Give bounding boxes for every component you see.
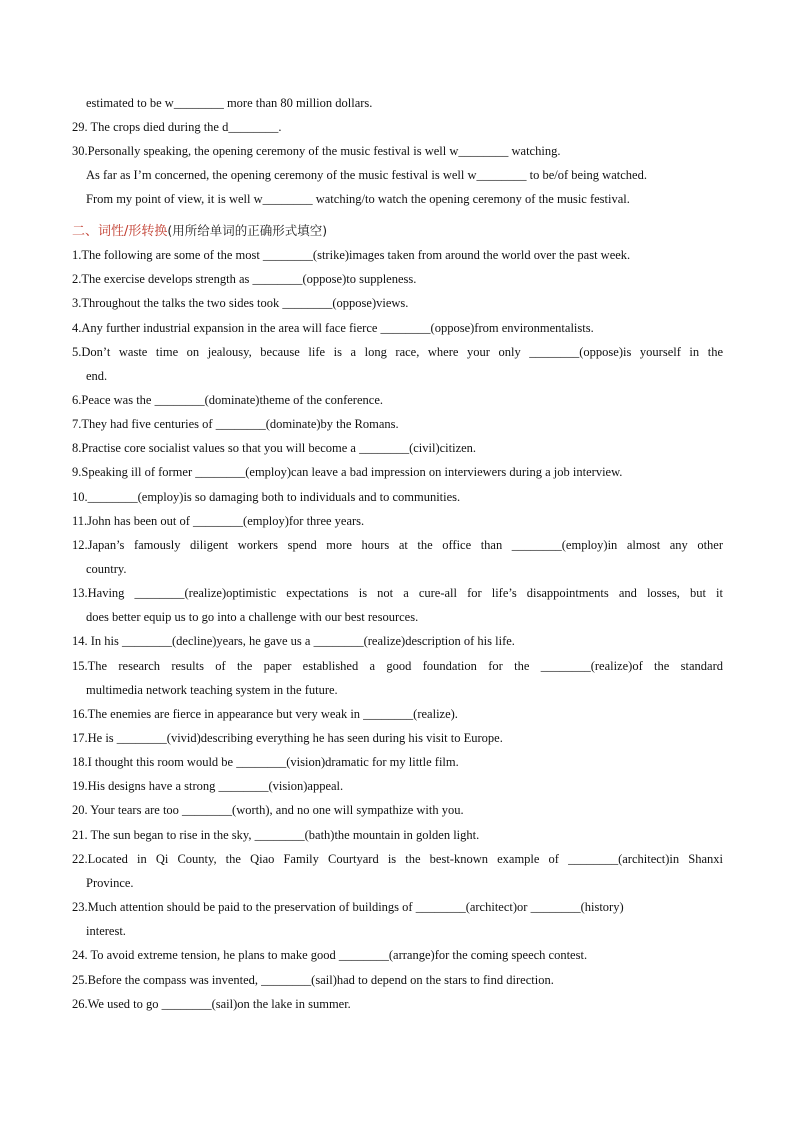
exercise-26: 26.We used to go ________(sail)on the lake in summer. — [72, 997, 351, 1011]
section-heading-title: 二、词性/形转换 — [72, 224, 168, 239]
exercise-22: 22.Located in Qi County, the Qiao Family Courtyard is the best-known example of ________(architect)in Shanxi — [72, 852, 723, 866]
exercise-25: 25.Before the compass was invented, ________(sail)had to depend on the stars to find direction. — [72, 973, 554, 987]
exercise-16: 16.The enemies are fierce in appearance but very weak in ________(realize). — [72, 707, 458, 721]
text-line-continuation-28: estimated to be w________ more than 80 million dollars. — [86, 96, 373, 110]
exercise-20: 20. Your tears are too ________(worth), and no one will sympathize with you. — [72, 803, 464, 817]
exercise-15: 15.The research results of the paper established a good foundation for the ________(realize)of the standard — [72, 659, 723, 673]
question-30-variant-2: As far as I’m concerned, the opening ceremony of the music festival is well w________ to be/of being watched. — [86, 168, 647, 182]
exercise-18: 18.I thought this room would be ________(vision)dramatic for my little film. — [72, 755, 459, 769]
exercise-5-continued: end. — [86, 369, 108, 383]
exercise-8: 8.Practise core socialist values so that you will become a ________(civil)citizen. — [72, 441, 477, 455]
exercise-21: 21. The sun began to rise in the sky, ________(bath)the mountain in golden light. — [72, 828, 480, 842]
exercise-9: 9.Speaking ill of former ________(employ)can leave a bad impression on interviewers during a job interview. — [72, 465, 623, 479]
exercise-1: 1.The following are some of the most ________(strike)images taken from around the world over the past week. — [72, 248, 631, 262]
exercise-2: 2.The exercise develops strength as ________(oppose)to suppleness. — [72, 272, 417, 286]
section-heading-instruction: (用所给单词的正确形式填空) — [167, 223, 328, 238]
exercise-22-continued: Province. — [86, 876, 134, 890]
exercise-11: 11.John has been out of ________(employ)for three years. — [72, 514, 365, 528]
exercise-3: 3.Throughout the talks the two sides took ________(oppose)views. — [72, 296, 409, 310]
exercise-4: 4.Any further industrial expansion in the area will face fierce ________(oppose)from environmentalists. — [72, 321, 594, 335]
exercise-13: 13.Having ________(realize)optimistic expectations is not a cure-all for life’s disappointments and losses, but it — [72, 586, 723, 600]
exercise-17: 17.He is ________(vivid)describing everything he has seen during his visit to Europe. — [72, 731, 503, 745]
exercise-23-continued: interest. — [86, 924, 126, 938]
exercise-23: 23.Much attention should be paid to the preservation of buildings of ________(architect)or ________(history) — [72, 900, 624, 914]
exercise-14: 14. In his ________(decline)years, he gave us a ________(realize)description of his life. — [72, 634, 515, 648]
exercise-15-continued: multimedia network teaching system in the future. — [86, 683, 338, 697]
question-30: 30.Personally speaking, the opening ceremony of the music festival is well w________ watching. — [72, 144, 561, 158]
exercise-7: 7.They had five centuries of ________(dominate)by the Romans. — [72, 417, 399, 431]
exercise-12-continued: country. — [86, 562, 127, 576]
section-heading — [72, 222, 327, 241]
exercise-19: 19.His designs have a strong ________(vision)appeal. — [72, 779, 344, 793]
exercise-13-continued: does better equip us to go into a challenge with our best resources. — [86, 610, 419, 624]
exercise-6: 6.Peace was the ________(dominate)theme of the conference. — [72, 393, 383, 407]
question-30-variant-3: From my point of view, it is well w________ watching/to watch the opening ceremony of the music festival. — [86, 192, 630, 206]
question-29: 29. The crops died during the d________. — [72, 120, 282, 134]
exercise-24: 24. To avoid extreme tension, he plans to make good ________(arrange)for the coming speech contest. — [72, 948, 588, 962]
exercise-5: 5.Don’t waste time on jealousy, because life is a long race, where your only ________(oppose)is yourself in the — [72, 345, 723, 359]
exercise-12: 12.Japan’s famously diligent workers spend more hours at the office than ________(employ)in almost any other — [72, 538, 723, 552]
exercise-10: 10.________(employ)is so damaging both to individuals and to communities. — [72, 490, 461, 504]
